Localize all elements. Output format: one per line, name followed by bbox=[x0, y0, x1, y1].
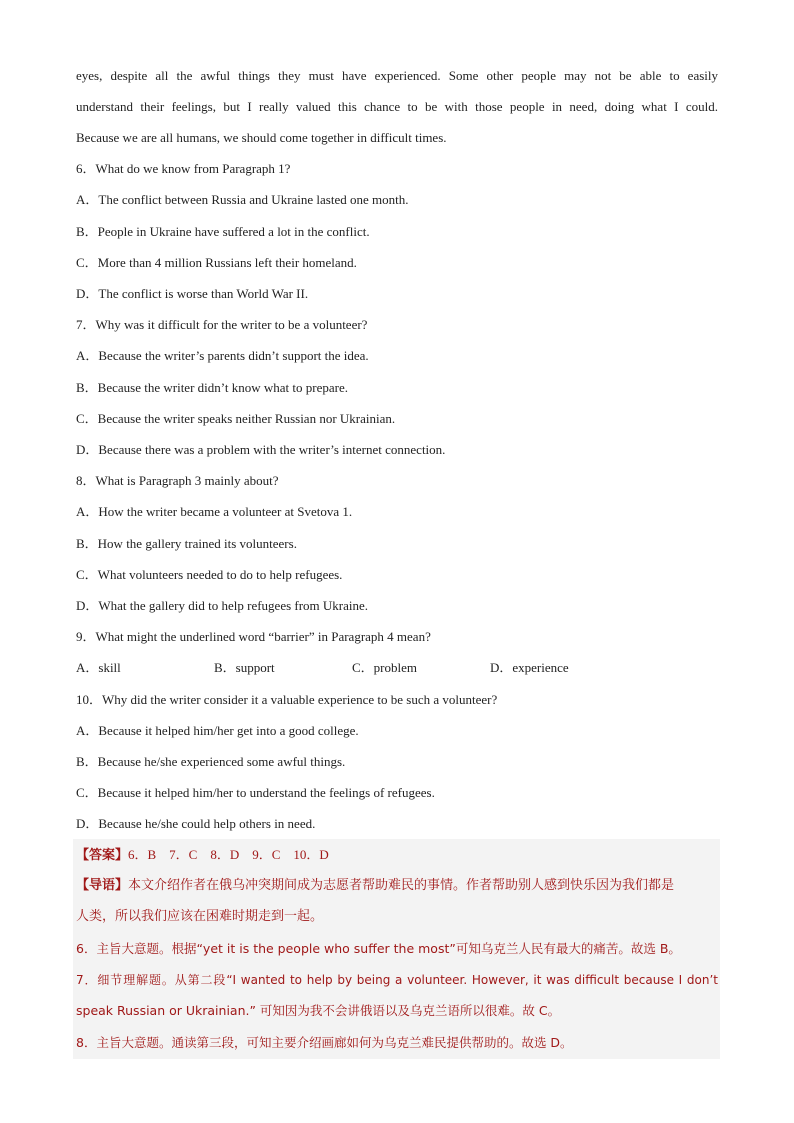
passage-line-3: Because we are all humans, we should come together in difficult times. bbox=[76, 130, 447, 145]
question-7-stem: 7．Why was it difficult for the writer to be a volunteer? bbox=[76, 317, 368, 332]
question-10-stem: 10．Why did the writer consider it a valuable experience to be such a volunteer? bbox=[76, 692, 498, 707]
question-8-option-c: C．What volunteers needed to do to help refugees. bbox=[76, 567, 343, 582]
guide-line-2: 人类，所以我们应该在困难时期走到一起。 bbox=[76, 909, 324, 924]
question-9-option-c: C．problem bbox=[352, 660, 417, 675]
question-8-option-b: B．How the gallery trained its volunteers. bbox=[76, 536, 297, 551]
question-8-stem: 8．What is Paragraph 3 mainly about? bbox=[76, 473, 279, 488]
question-6-option-d: D．The conflict is worse than World War II. bbox=[76, 286, 309, 301]
question-9-options bbox=[76, 659, 718, 677]
question-9-option-a: A．skill bbox=[76, 660, 121, 675]
answer-text: 6．B 7．C 8．D 9．C 10．D bbox=[128, 847, 329, 862]
question-8-option-a: A．How the writer became a volunteer at Svetova 1. bbox=[76, 504, 353, 519]
passage-line-1: eyes, despite all the awful things they must have experienced. Some other people may not be able to easily bbox=[76, 68, 718, 83]
question-9-option-b: B．support bbox=[214, 660, 275, 675]
explanation-6: 6．主旨大意题。根据“yet it is the people who suffer the most”可知乌克兰人民有最大的痛苦。故选 B。 bbox=[76, 941, 681, 956]
explanation-7-line-2: speak Russian or Ukrainian.” 可知因为我不会讲俄语以及乌克兰语所以很难。故 C。 bbox=[76, 1003, 561, 1018]
question-7-option-a: A．Because the writer’s parents didn’t support the idea. bbox=[76, 348, 369, 363]
question-10-option-a: A．Because it helped him/her get into a good college. bbox=[76, 723, 359, 738]
question-6-stem: 6．What do we know from Paragraph 1? bbox=[76, 161, 291, 176]
guide-line-1 bbox=[76, 877, 718, 895]
answer-tag: 【答案】 bbox=[76, 848, 129, 863]
question-9-option-d: D．experience bbox=[490, 660, 569, 675]
question-7-option-d: D．Because there was a problem with the writer’s internet connection. bbox=[76, 442, 446, 457]
question-10-option-c: C．Because it helped him/her to understand the feelings of refugees. bbox=[76, 785, 435, 800]
question-9-stem: 9．What might the underlined word “barrier” in Paragraph 4 mean? bbox=[76, 629, 431, 644]
question-10-option-d: D．Because he/she could help others in need. bbox=[76, 816, 316, 831]
question-6-option-c: C．More than 4 million Russians left their homeland. bbox=[76, 255, 357, 270]
question-8-option-d: D．What the gallery did to help refugees from Ukraine. bbox=[76, 598, 369, 613]
explanation-8: 8．主旨大意题。通读第三段，可知主要介绍画廊如何为乌克兰难民提供帮助的。故选 D。 bbox=[76, 1035, 573, 1050]
guide-text-1: 本文介绍作者在俄乌冲突期间成为志愿者帮助难民的事情。作者帮助别人感到快乐因为我们都是 bbox=[128, 878, 675, 893]
question-6-option-a: A．The conflict between Russia and Ukraine lasted one month. bbox=[76, 192, 409, 207]
guide-tag: 【导语】 bbox=[76, 878, 129, 893]
question-7-option-b: B．Because the writer didn’t know what to prepare. bbox=[76, 380, 348, 395]
question-10-option-b: B．Because he/she experienced some awful things. bbox=[76, 754, 346, 769]
question-6-option-b: B．People in Ukraine have suffered a lot in the conflict. bbox=[76, 224, 370, 239]
answer-line bbox=[76, 846, 718, 865]
question-7-option-c: C．Because the writer speaks neither Russian nor Ukrainian. bbox=[76, 411, 396, 426]
explanation-7-line-1: 7．细节理解题。从第二段“I wanted to help by being a volunteer. However, it was difficult because I don’t bbox=[76, 973, 718, 987]
passage-line-2: understand their feelings, but I really valued this chance to be with those people in need, doing what I could. bbox=[76, 99, 718, 114]
